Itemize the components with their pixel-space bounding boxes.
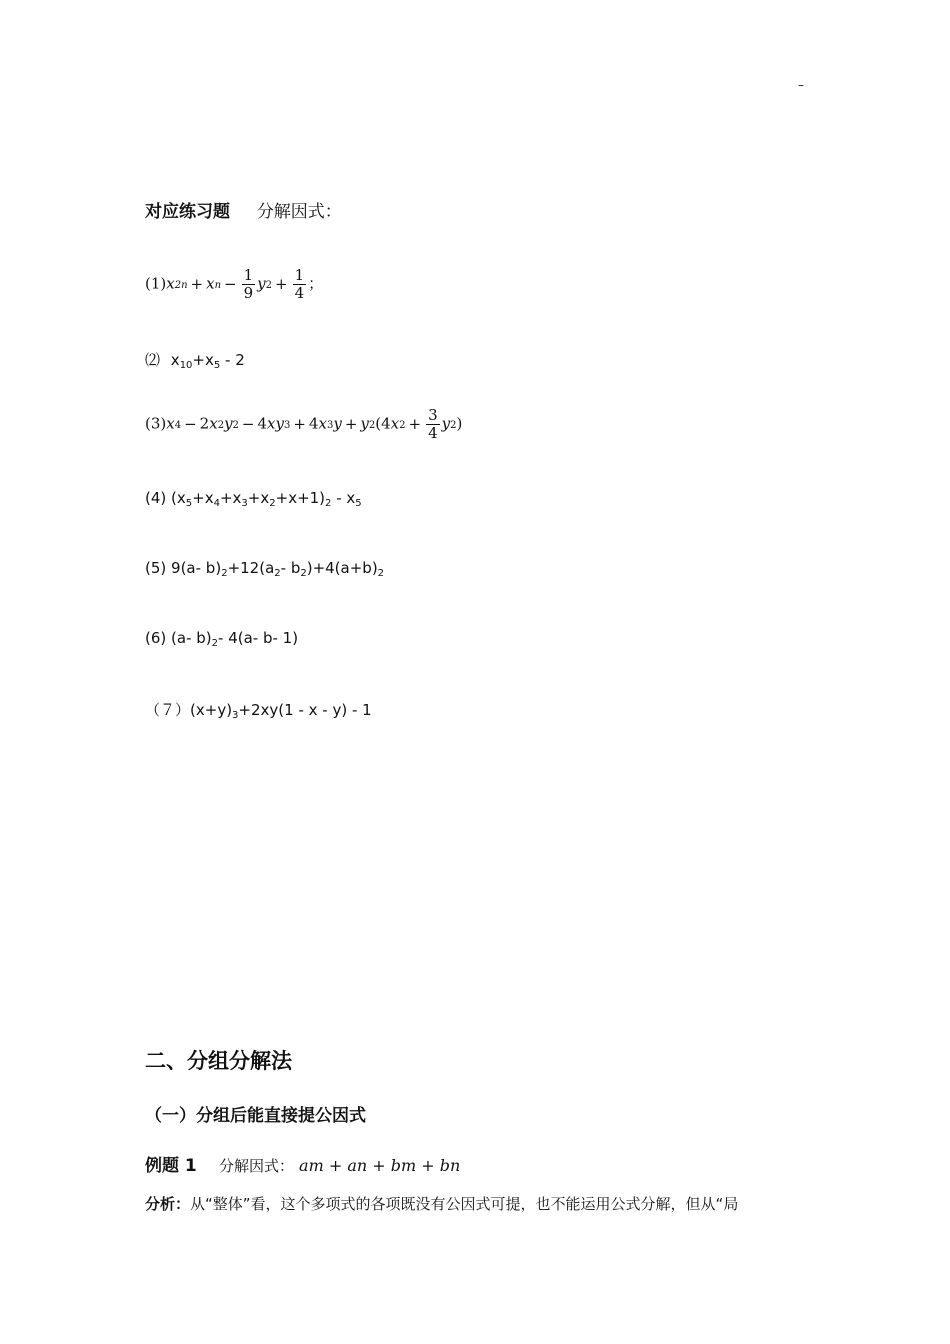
- fraction-one-ninth: $\frac{1}{9}$: [243, 266, 254, 302]
- exp-5: 5: [213, 360, 221, 371]
- problem-1: (1)x2n + xn − $\frac{1}{9}$ y2 + $\frac{1}{4}$ ；: [145, 266, 324, 302]
- var-x: x: [166, 274, 175, 293]
- problem-2: [145, 349, 245, 370]
- analysis-line: [145, 1193, 738, 1214]
- example-expression: am + an + bm + bn: [299, 1156, 461, 1175]
- problem-7-label: （７）: [145, 701, 191, 719]
- problem-5-label: (5): [145, 559, 167, 577]
- tail: - 2: [225, 351, 245, 369]
- problem-5: (5) 9(a- $b)_2+12(a_2-$ $b_2)+4(a+b)_2$: [145, 559, 385, 579]
- problem-1-label: (1): [145, 274, 167, 293]
- example-1: [145, 1151, 460, 1176]
- problem-6-label: (6): [145, 629, 167, 647]
- section-subtitle: （一）分组后能直接提公因式: [145, 1106, 366, 1126]
- page-mark: –: [798, 78, 804, 92]
- problem-6: (6) (a- $b)_2-$ 4(a- b- 1): [145, 629, 299, 649]
- semicolon: ；: [308, 274, 324, 293]
- analysis-text: 从“整体”看，这个多项式的各项既没有公因式可提，也不能运用公式分解，但从“局: [190, 1195, 739, 1213]
- problem-3: (3)x4 − 2x2y2 − 4xy3 + 4x3y + y2(4x2 + $\frac{3}{4}$ y2): [145, 406, 463, 442]
- problem-2-label: ⑵: [145, 351, 161, 369]
- exercise-heading-bold: 对应练习题: [145, 202, 230, 222]
- problem-3-label: (3): [145, 414, 167, 433]
- analysis-label: 分析：: [145, 1195, 191, 1213]
- exp-n: n: [214, 279, 222, 291]
- fraction-three-fourths: $\frac{3}{4}$: [428, 406, 438, 442]
- exp-2n: 2n: [174, 279, 188, 291]
- plus-x: +x: [192, 351, 214, 369]
- var-y: y: [257, 274, 266, 293]
- problem-4-label: (4): [145, 489, 167, 507]
- problem-7: $(7)(x+y)_3+2xy(1 - x - y) - 1$: [145, 701, 372, 721]
- exp-2: 2: [265, 279, 273, 291]
- problem-4: (4) $(x_5+x_4+x_3+x_2+x+1)_2 - x_5$: [145, 489, 362, 509]
- example-label: 例题 1: [145, 1156, 197, 1176]
- example-text: 分解因式：: [218, 1157, 294, 1175]
- var-x: x: [206, 274, 215, 293]
- exp-10: 10: [179, 360, 193, 371]
- fraction-one-fourth: $\frac{1}{4}$: [294, 266, 305, 302]
- section-title: 二、分组分解法: [145, 1049, 292, 1073]
- var-x: x: [170, 351, 180, 369]
- exercise-heading: [145, 197, 342, 222]
- exercise-heading-text: 分解因式：: [256, 202, 342, 222]
